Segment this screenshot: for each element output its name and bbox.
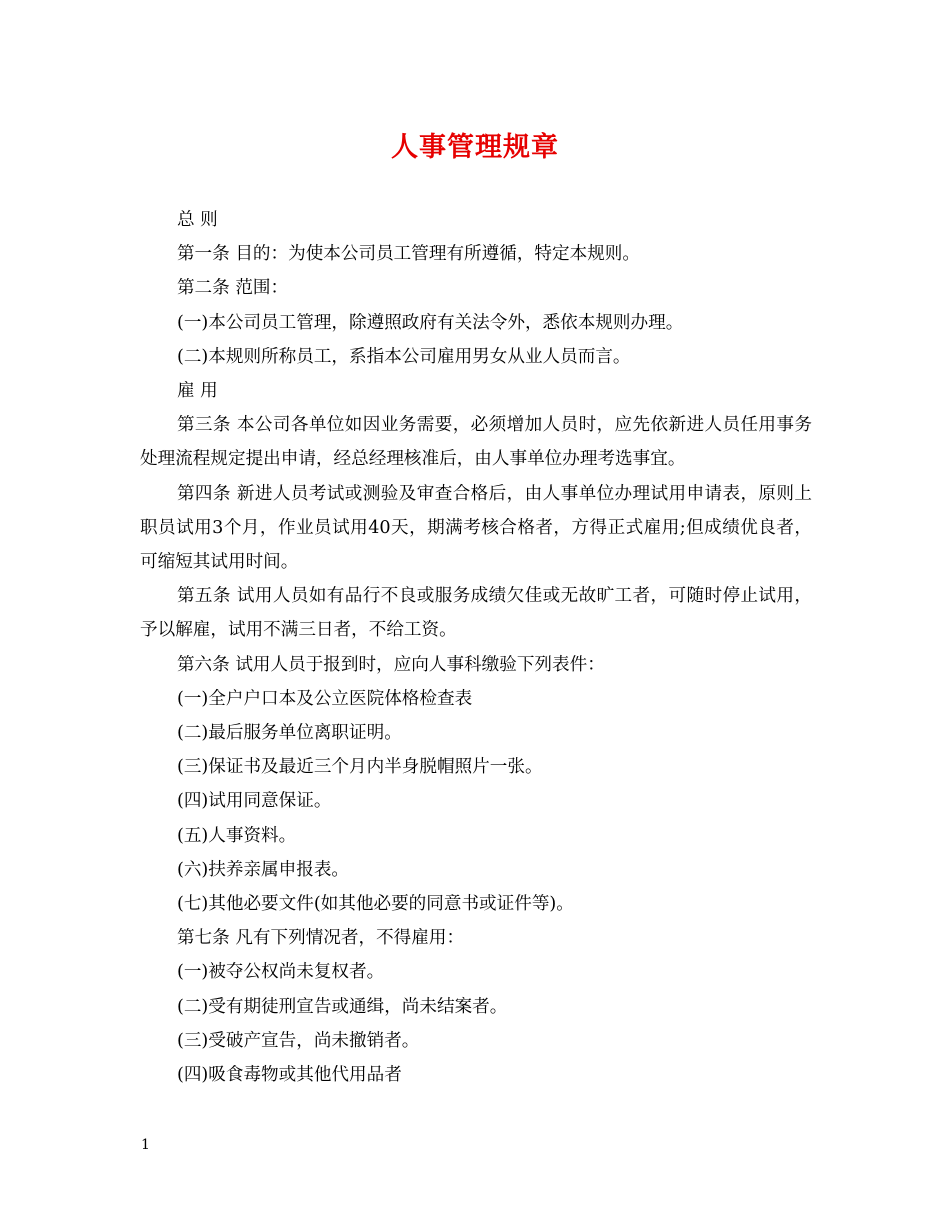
list-item: (七)其他必要文件(如其他必要的同意书或证件等)。 [176,894,574,915]
article-paragraph: 第七条 凡有下列情况者，不得雇用： [176,928,465,949]
section-heading: 雇 用 [176,381,218,402]
document-title: 人事管理规章 [391,132,559,163]
list-item: (一)被夺公权尚未复权者。 [176,962,385,983]
article-paragraph: 第六条 试用人员于报到时，应向人事科缴验下列表件： [176,654,605,675]
list-item: (六)扶养亲属申报表。 [176,859,350,880]
article-paragraph: 第三条 本公司各单位如因业务需要，必须增加人员时，应先依新进人员任用事务处理流程规定提出申请，经总经理核准后，由人事单位办理考选事宜。 [140,415,812,470]
section-heading: 总 则 [176,210,218,230]
list-item: (四)试用同意保证。 [176,791,332,812]
page-number: 1 [141,1137,150,1153]
list-item: (三)保证书及最近三个月内半身脱帽照片一张。 [176,757,543,778]
list-item: (二)最后服务单位离职证明。 [176,723,402,744]
list-item: (三)受破产宣告，尚未撤销者。 [176,1030,420,1051]
list-item: (二)受有期徒刑宣告或通缉，尚未结案者。 [176,996,508,1017]
list-item: (二)本规则所称员工，系指本公司雇用男女从业人员而言。 [176,346,631,367]
article-paragraph: 第五条 试用人员如有品行不良或服务成绩欠佳或无故旷工者，可随时停止试用，予以解雇，试用不满三日者，不给工资。 [140,586,812,641]
list-item: (五)人事资料。 [176,825,297,846]
document-body [140,203,812,1092]
article-paragraph: 第二条 范围： [176,278,289,299]
list-item: (四)吸食毒物或其他代用品者 [176,1065,402,1086]
article-paragraph: 第四条 新进人员考试或测验及审查合格后，由人事单位办理试用申请表，原则上职员试用3个月，作业员试用40天，期满考核合格者，方得正式雇用;但成绩优良者，可缩短其试用时间。 [140,483,812,573]
list-item: (一)全户户口本及公立医院体格检查表 [176,688,473,709]
article-paragraph: 第一条 目的：为使本公司员工管理有所遵循，特定本规则。 [176,244,640,265]
list-item: (一)本公司员工管理，除遵照政府有关法令外，悉依本规则办理。 [176,312,684,333]
